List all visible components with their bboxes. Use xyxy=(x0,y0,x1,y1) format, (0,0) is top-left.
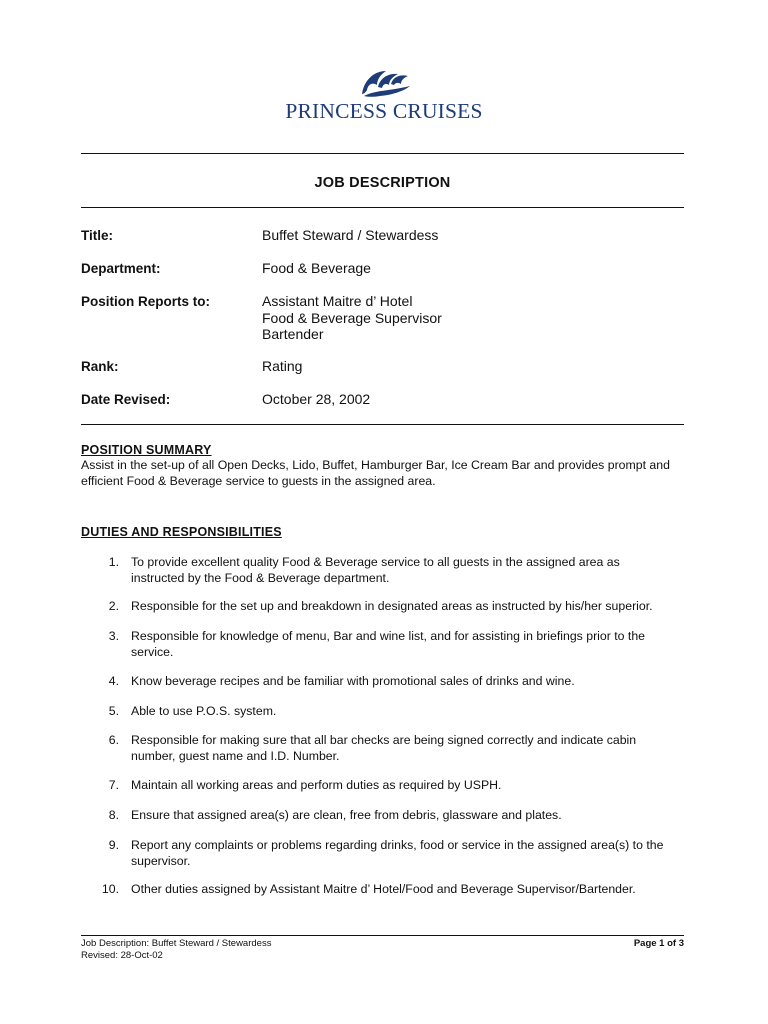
duty-number: 7. xyxy=(108,778,119,792)
date-revised-label: Date Revised: xyxy=(81,392,171,407)
summary-line: efficient Food & Beverage service to guests in the assigned area. xyxy=(81,473,436,488)
brand-name: PRINCESS CRUISES xyxy=(285,99,483,123)
duty-line: number, guest name and I.D. Number. xyxy=(131,748,340,763)
duty-line: supervisor. xyxy=(131,853,191,868)
title-label: Title: xyxy=(81,228,114,243)
footer-divider xyxy=(81,935,684,936)
duty-number: 10. xyxy=(101,882,119,896)
page-title: JOB DESCRIPTION xyxy=(314,175,451,191)
duty-line: Report any complaints or problems regarding drinks, food or service in the assigned area(s) to the xyxy=(131,838,664,852)
duty-line: service. xyxy=(131,644,174,659)
duty-number: 6. xyxy=(108,733,119,747)
reports-to-value: Assistant Maitre d’ Hotel xyxy=(262,293,413,309)
duty-number: 8. xyxy=(108,808,119,822)
date-revised-value: October 28, 2002 xyxy=(262,391,371,407)
footer-revised: Revised: 28-Oct-02 xyxy=(81,950,163,961)
department-label: Department: xyxy=(81,261,161,276)
department-value: Food & Beverage xyxy=(262,260,371,276)
duty-line: To provide excellent quality Food & Beverage service to all guests in the assigned area as xyxy=(131,555,620,569)
duty-number: 4. xyxy=(108,674,119,688)
duty-number: 5. xyxy=(108,704,119,718)
duty-line: Able to use P.O.S. system. xyxy=(131,704,277,718)
reports-to-value: Food & Beverage Supervisor xyxy=(262,309,442,326)
reports-to-label: Position Reports to: xyxy=(81,294,210,309)
reports-to-value: Bartender xyxy=(262,326,324,342)
duty-line: Know beverage recipes and be familiar with promotional sales of drinks and wine. xyxy=(131,674,575,688)
duty-line: Responsible for the set up and breakdown in designated areas as instructed by his/her superior. xyxy=(131,599,653,613)
duty-line: instructed by the Food & Beverage department. xyxy=(131,570,390,585)
duty-number: 9. xyxy=(108,838,119,852)
divider xyxy=(81,424,684,425)
divider xyxy=(81,153,684,154)
duty-line: Other duties assigned by Assistant Maitre d’ Hotel/Food and Beverage Supervisor/Bartender. xyxy=(131,882,636,896)
page-number: Page 1 of 3 xyxy=(633,938,684,949)
duty-number: 1. xyxy=(108,555,119,569)
duty-number: 3. xyxy=(108,629,119,643)
duty-line: Maintain all working areas and perform duties as required by USPH. xyxy=(131,778,502,792)
summary-line: Assist in the set-up of all Open Decks, Lido, Buffet, Hamburger Bar, Ice Cream Bar and provides prompt and xyxy=(81,458,670,472)
rank-value: Rating xyxy=(262,358,303,374)
footer-info xyxy=(81,938,271,962)
title-value: Buffet Steward / Stewardess xyxy=(262,227,439,243)
duty-line: Ensure that assigned area(s) are clean, free from debris, glassware and plates. xyxy=(131,808,562,822)
divider xyxy=(81,207,684,208)
duty-number: 2. xyxy=(108,599,119,613)
position-summary-heading: POSITION SUMMARY xyxy=(81,443,212,457)
duty-line: Responsible for making sure that all bar checks are being signed correctly and indicate cabin xyxy=(131,733,637,747)
position-summary-text xyxy=(81,458,691,489)
princess-wave-logo-icon xyxy=(358,66,414,98)
footer-job-description: Job Description: Buffet Steward / Stewardess xyxy=(81,938,272,949)
rank-label: Rank: xyxy=(81,359,119,374)
duty-line: Responsible for knowledge of menu, Bar and wine list, and for assisting in briefings prior to the xyxy=(131,629,646,643)
duties-heading: DUTIES AND RESPONSIBILITIES xyxy=(81,525,282,539)
